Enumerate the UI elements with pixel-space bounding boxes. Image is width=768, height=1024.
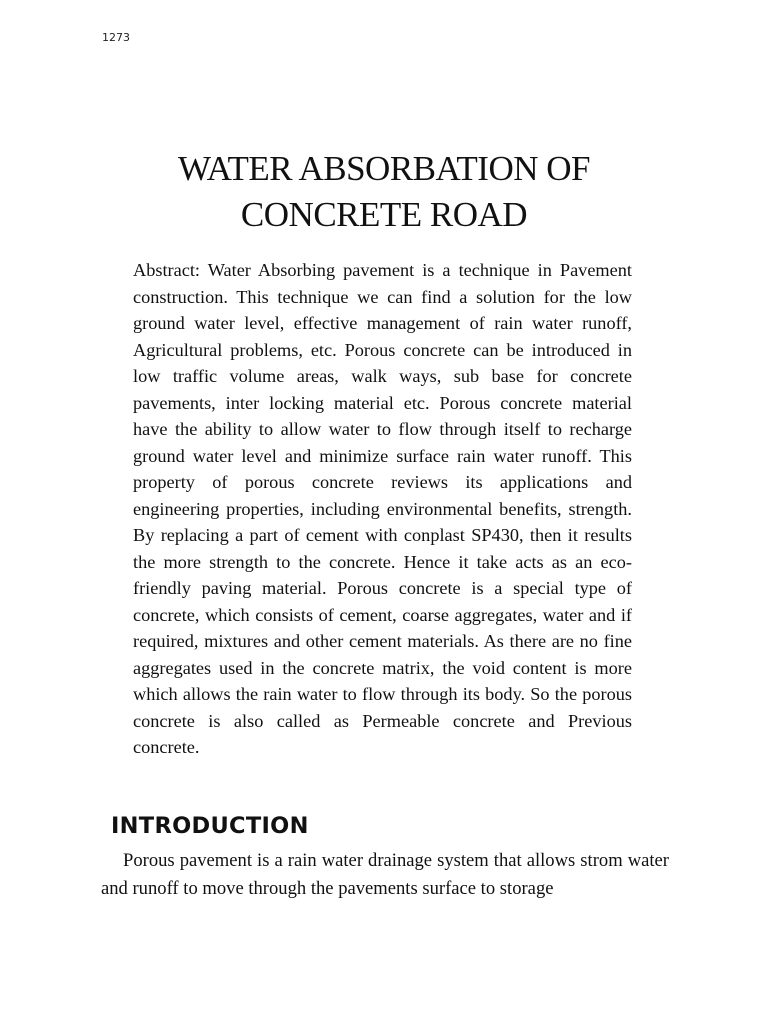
paper-title-line-2: CONCRETE ROAD — [240, 195, 528, 234]
introduction-paragraph: Porous pavement is a rain water drainage system that allows strom water and runoff to move through the pavements surface to storage — [101, 850, 669, 899]
paper-title-line-1: WATER ABSORBATION OF — [178, 149, 590, 188]
page-number: 1273 — [102, 31, 130, 44]
section-heading-introduction: INTRODUCTION — [111, 813, 309, 839]
abstract-paragraph: Abstract: Water Absorbing pavement is a technique in Pavement construction. This technique we can find a solution for the low ground water level, effective management of rain water runoff, Agricultural problems, etc. Porous concrete can be introduced in low traffic volume areas, walk ways, sub base for concrete pavements, inter locking material etc. Porous concrete material have the ability to allow water to flow through itself to recharge ground water level and minimize surface rain water runoff. This property of porous concrete reviews its applications and engineering properties, including environmental benefits, strength. By replacing a part of cement with conplast SP430, then it results the more strength to the concrete. Hence it take acts as an eco-friendly paving material. Porous concrete is a special type of concrete, which consists of cement, coarse aggregates, water and if required, mixtures and other cement materials. As there are no fine aggregates used in the concrete matrix, the void content is more which allows the rain water to flow through its body. So the porous concrete is also called as Permeable concrete and Previous concrete. — [133, 260, 632, 757]
paper-title — [0, 146, 768, 238]
